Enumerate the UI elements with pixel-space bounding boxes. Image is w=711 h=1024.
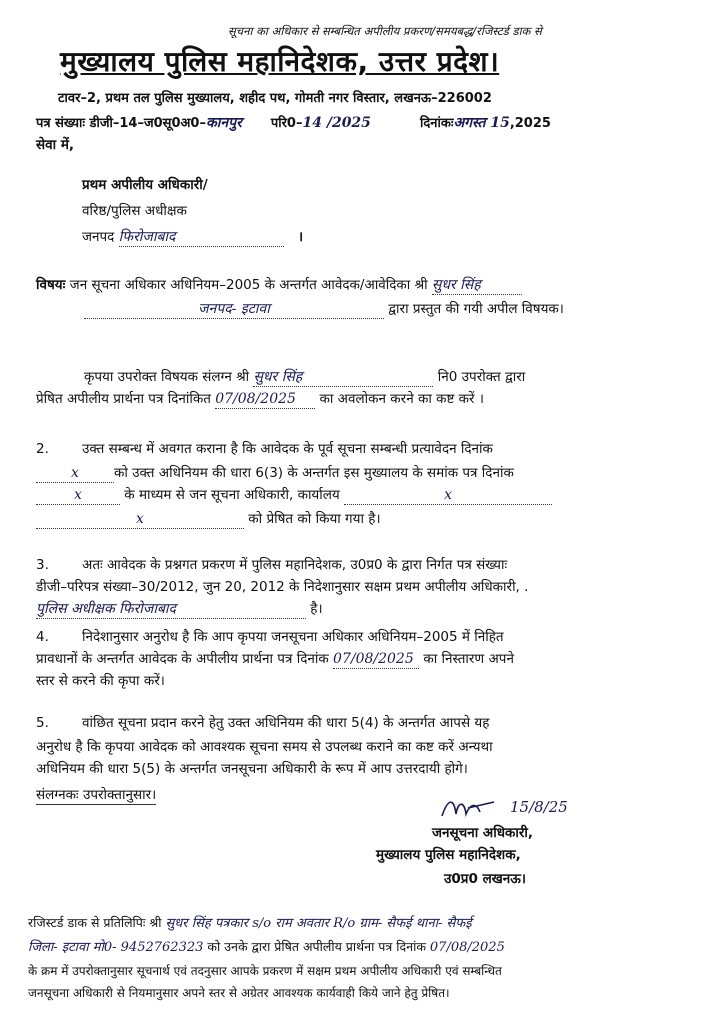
para4-line2-a: प्रावधानों के अन्तर्गत आवेदक के अपीलीय प्रार्थना पत्र दिनांक <box>36 651 329 667</box>
ref-date-handwritten: अगस्त 15 <box>453 115 510 131</box>
subject-district-handwritten: जनपद- इटावा <box>84 300 384 319</box>
para1-text-b: नि0 उपरोक्त द्वारा <box>437 369 526 385</box>
ref-pari-label: परि0– <box>270 116 303 131</box>
para2-line4-text: को प्रेषित को किया गया है। <box>248 511 381 527</box>
copy-line1 <box>28 914 472 933</box>
para1-name-handwritten: सुधर सिंह <box>253 368 433 387</box>
para3-line1 <box>36 556 507 574</box>
signature-line3: उ0प्र0 लखनऊ। <box>444 871 526 887</box>
addressee-district-label: जनपद <box>82 229 115 245</box>
para3-line1-text: अतः आवेदक के प्रश्नगत प्रकरण में पुलिस महानिदेशक, उ0प्र0 के द्वारा निर्गत पत्र संख्याः <box>82 557 508 573</box>
addressee-line3 <box>82 228 303 247</box>
signature-line1: जनसूचना अधिकारी, <box>432 825 534 841</box>
para2-line1 <box>36 440 493 458</box>
copy-handwritten-2: जिला- इटावा मो0- 9452762323 <box>28 940 204 955</box>
subject-line1 <box>36 276 522 295</box>
para2-line3-mark: x <box>36 486 120 505</box>
para1-line1 <box>84 368 525 387</box>
para5-line1 <box>36 714 489 732</box>
letterhead-address: टावर–2, प्रथम तल पुलिस मुख्यालय, शहीद पथ, गोमती नगर विस्तार, लखनऊ–226002 <box>58 91 492 106</box>
signature-line2: मुख्यालय पुलिस महानिदेशक, <box>376 847 521 863</box>
para5-line3: अधिनियम की धारा 5(5) के अन्तर्गत जनसूचना अधिकारी के रूप में आप उत्तरदायी होगे। <box>36 761 468 777</box>
seva-line: सेवा में, <box>36 137 75 153</box>
para1-line2-b: का अवलोकन करने का कष्ट करें । <box>319 391 484 407</box>
para3-line2: डीजी–परिपत्र संख्या–30/2012, जुन 20, 2012 के निदेशानुसार सक्षम प्रथम अपीलीय अधिकारी, . <box>36 579 529 595</box>
addressee-district-handwritten: फिरोजाबाद <box>119 228 284 247</box>
copy-line2 <box>28 938 505 957</box>
para2-line3-mark2: x <box>344 486 552 505</box>
para4-line1-text: निदेशानुसार अनुरोध है कि आप कृपया जनसूचना अधिकार अधिनियम–2005 में निहित <box>82 629 504 645</box>
para1-line2-a: प्रेषित अपीलीय प्रार्थना पत्र दिनांकित <box>36 391 211 407</box>
copy-date-handwritten: 07/08/2025 <box>429 940 505 955</box>
copy-line3: के क्रम में उपरोक्तानुसार सूचनार्थ एवं तदनुसार आपके प्रकरण में सक्षम प्रथम अपीलीय अधिकारी एवं सम्बन्धित <box>28 964 502 978</box>
signature-scribble <box>438 794 498 826</box>
para2-line1-text: उक्त सम्बन्ध में अवगत कराना है कि आवेदक के पूर्व सूचना सम्बन्धी प्रत्यावेदन दिनांक <box>82 441 493 457</box>
top-note: सूचना का अधिकार से सम्बन्धित अपीलीय प्रकरण/समयबद्ध/रजिस्टर्ड डाक से <box>228 24 542 38</box>
addressee-line2: वरिष्ठ/पुलिस अधीक्षक <box>82 203 187 219</box>
para2-line4-mark: x <box>36 510 244 529</box>
para1-date-handwritten: 07/08/2025 <box>215 390 315 409</box>
para1-text-a: कृपया उपरोक्त विषयक संलग्न श्री <box>84 369 250 385</box>
para5-num: 5. <box>36 715 49 731</box>
ref-place-handwritten: कानपुर <box>205 115 242 131</box>
para2-line3-text: के माध्यम से जन सूचना अधिकारी, कार्यालय <box>124 487 340 503</box>
subject-line2-text: द्वारा प्रस्तुत की गयी अपील विषयक। <box>388 301 564 317</box>
para4-line3: स्तर से करने की कृपा करें। <box>36 673 165 689</box>
enclosure: संलग्नकः उपरोक्तानुसार। <box>36 787 157 803</box>
signature-date-handwritten: 15/8/25 <box>510 798 568 816</box>
para5-line1-text: वांछित सूचना प्रदान करने हेतु उक्त अधिनियम की धारा 5(4) के अन्तर्गत आपसे यह <box>82 715 490 731</box>
para4-date-handwritten: 07/08/2025 <box>333 650 419 669</box>
copy-line4: जनसूचना अधिकारी से नियमानुसार अपने स्तर से अग्रेतर आवश्यक कार्यवाही किये जाने हेतु प्रेषित। <box>28 986 450 1000</box>
para2-num: 2. <box>36 441 49 457</box>
para3-line3 <box>36 600 323 619</box>
addressee-end: । <box>297 229 304 245</box>
para4-num: 4. <box>36 629 49 645</box>
ref-date-label: दिनांकः <box>419 116 454 131</box>
para2-line2-mark: x <box>36 464 114 483</box>
letterhead-title: मुख्यालय पुलिस महानिदेशक, उत्तर प्रदेश। <box>60 45 500 78</box>
copy-handwritten-1: सुधर सिंह पत्रकार s/o राम अवतार R/o ग्राम- सैफई थाना- सैफई <box>165 916 472 931</box>
subject-label: विषयः <box>36 277 66 293</box>
para2-line2 <box>36 464 514 483</box>
para4-line1 <box>36 628 504 646</box>
subject-text: जन सूचना अधिकार अधिनियम–2005 के अन्तर्गत आवेदक/आवेदिका श्री <box>69 277 428 293</box>
para3-line3-end: है। <box>310 601 323 617</box>
para3-num: 3. <box>36 557 49 573</box>
copy-line2-text: को उनके द्वारा प्रेषित अपीलीय प्रार्थना पत्र दिनांक <box>207 939 426 954</box>
subject-name-handwritten: सुधर सिंह <box>432 276 522 295</box>
ref-pari-handwritten: 14 /2025 <box>302 115 371 131</box>
para4-line2 <box>36 650 514 669</box>
ref-label: पत्र संख्याः डीजी–14–ज0सू0अ0– <box>36 116 206 131</box>
reference-line <box>36 114 551 133</box>
para3-officer-handwritten: पुलिस अधीक्षक फिरोजाबाद <box>36 600 306 619</box>
copy-label: रजिस्टर्ड डाक से प्रतिलिपिः श्री <box>28 915 162 930</box>
ref-date-year: ,2025 <box>509 116 551 131</box>
para1-line2 <box>36 390 484 409</box>
para4-line2-b: का निस्तारण अपने <box>423 651 514 667</box>
addressee-line1: प्रथम अपीलीय अधिकारी/ <box>82 177 208 193</box>
para2-line3 <box>36 486 552 505</box>
para5-line2: अनुरोध है कि कृपया आवेदक को आवश्यक सूचना समय से उपलब्ध कराने का कष्ट करें अन्यथा <box>36 739 493 755</box>
subject-line2 <box>84 300 564 319</box>
para2-line4 <box>36 510 381 529</box>
para2-line2-text: को उक्त अधिनियम की धारा 6(3) के अन्तर्गत इस मुख्यालय के समांक पत्र दिनांक <box>114 465 514 481</box>
